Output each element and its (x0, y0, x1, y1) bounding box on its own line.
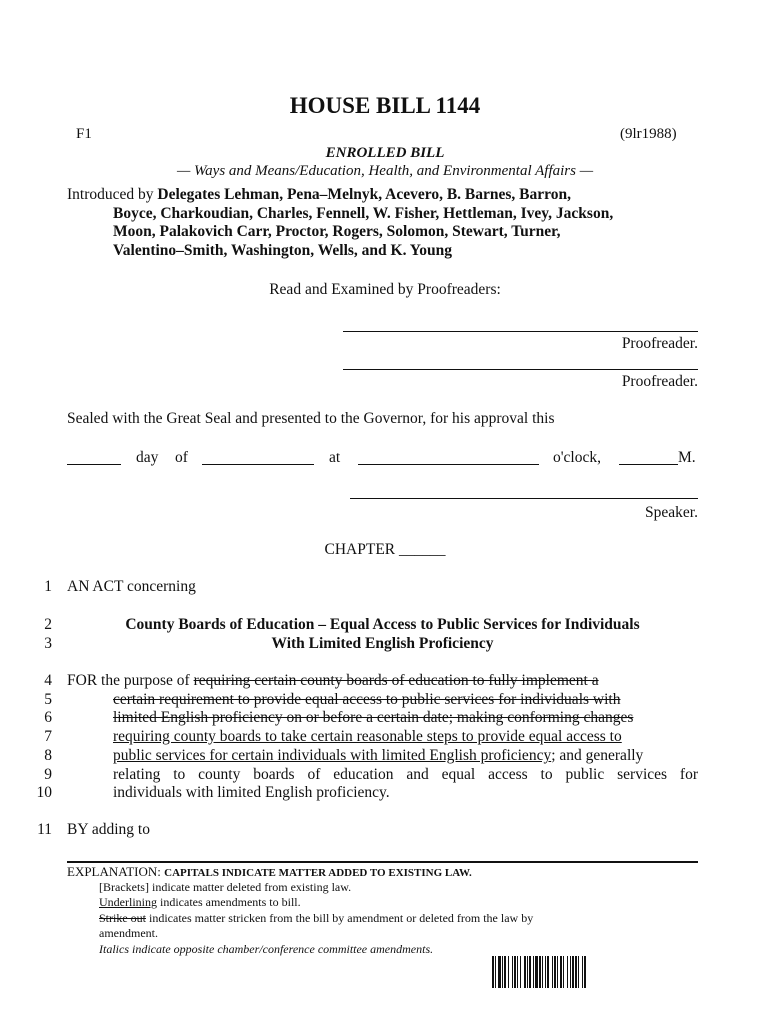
sponsors-block (67, 186, 698, 260)
barcode-bar (533, 956, 534, 988)
strike-note-cont: amendment. (99, 926, 158, 940)
blank-time (358, 464, 539, 465)
bill-subject-line-2: With Limited English Proficiency (271, 635, 494, 652)
brackets-note (99, 880, 351, 895)
strike-note (99, 911, 533, 926)
sponsors-line-1: Delegates Lehman, Pena–Melnyk, Acevero, B. Barnes, Barron, (157, 186, 571, 203)
italics-note: Italics indicate opposite chamber/conference committee amendments. (99, 942, 434, 956)
blank-ampm (619, 464, 678, 465)
line-number: 3 (44, 635, 52, 652)
barcode-bar (578, 956, 579, 988)
barcode-bar (504, 956, 506, 988)
day-word: day (136, 449, 159, 466)
barcode-bar (572, 956, 574, 988)
sponsors-line-2: Boyce, Charkoudian, Charles, Fennell, W. Fisher, Hettleman, Ivey, Jackson, (113, 204, 614, 222)
bill-title: HOUSE BILL 1144 (289, 93, 481, 118)
sealed-text: Sealed with the Great Seal and presented to the Governor, for his approval this (67, 410, 555, 427)
amended-text: public services for certain individuals with limited English proficiency (113, 747, 552, 764)
proofreader-label-1: Proofreader. (621, 335, 698, 352)
chapter-label: CHAPTER ______ (324, 541, 446, 558)
explanation-heading (67, 864, 472, 880)
barcode-bar (520, 956, 521, 988)
barcode-bar (542, 956, 543, 988)
purpose-line-8 (113, 747, 698, 765)
proofreaders-heading: Read and Examined by Proofreaders: (269, 281, 501, 298)
brackets-desc: indicate matter deleted from existing law. (148, 880, 352, 894)
act-concerning: AN ACT concerning (67, 578, 196, 595)
oclock-word: o'clock, (553, 449, 601, 466)
blank-month (202, 464, 314, 465)
purpose-text: relating to county boards of education and equal access to public services for (113, 766, 698, 783)
barcode-bar (547, 956, 549, 988)
sponsors-line-4: Valentino–Smith, Washington, Wells, and K. Young (113, 241, 452, 259)
barcode-bar (508, 956, 509, 988)
barcode-bar (535, 956, 538, 988)
purpose-text: individuals with limited English proficiency. (113, 784, 390, 801)
brackets-word: [Brackets] (99, 880, 149, 894)
barcode (492, 956, 678, 988)
barcode-bar (560, 956, 562, 988)
line-number: 5 (44, 691, 52, 708)
barcode-bar (512, 956, 513, 988)
m-word: M. (678, 449, 696, 466)
by-adding-to: BY adding to (67, 821, 150, 838)
proofreader-label-2: Proofreader. (621, 373, 698, 390)
barcode-bar (502, 956, 503, 988)
bill-subject-line-1: County Boards of Education – Equal Access to Public Services for Individuals (125, 616, 640, 633)
barcode-bar (517, 956, 518, 988)
barcode-bar (582, 956, 583, 988)
barcode-bar (554, 956, 556, 988)
stricken-text: limited English proficiency on or before a certain date; making conforming changes (113, 709, 634, 726)
barcode-bar (545, 956, 546, 988)
line-number: 1 (44, 578, 52, 595)
barcode-bar (575, 956, 577, 988)
line-number: 11 (37, 821, 52, 838)
barcode-bar (539, 956, 541, 988)
for-purpose-lead: FOR the purpose of (67, 672, 194, 689)
line-number: 4 (44, 672, 52, 689)
of-word: of (175, 449, 188, 466)
strike-desc: indicates matter stricken from the bill by amendment or deleted from the law by (146, 911, 534, 925)
capitals-note: CAPITALS INDICATE MATTER ADDED TO EXISTING LAW. (164, 867, 472, 879)
barcode-bar (524, 956, 526, 988)
barcode-bar (514, 956, 516, 988)
speaker-signature-line (350, 498, 698, 499)
line-number: 7 (44, 728, 52, 745)
at-word: at (329, 449, 341, 466)
barcode-bar (557, 956, 558, 988)
blank-day (67, 464, 121, 465)
signature-line-2 (343, 369, 698, 370)
barcode-bar (567, 956, 568, 988)
purpose-line-4 (67, 672, 698, 690)
intro-lead: Introduced by (67, 186, 158, 203)
stricken-text: requiring certain county boards of education to fully implement a (193, 672, 599, 689)
line-number: 2 (44, 616, 52, 633)
committees: — Ways and Means/Education, Health, and Environmental Affairs — (176, 163, 594, 179)
speaker-label: Speaker. (645, 504, 698, 521)
footer-rule (67, 861, 698, 863)
barcode-bar (563, 956, 564, 988)
line-number: 9 (44, 766, 52, 783)
enrolled-status: ENROLLED BILL (325, 145, 445, 161)
amended-text: requiring county boards to take certain reasonable steps to provide equal access to (113, 728, 622, 745)
right-code: (9lr1988) (620, 126, 677, 142)
signature-line-1 (343, 331, 698, 332)
barcode-bar (527, 956, 528, 988)
strike-word: Strike out (99, 911, 146, 925)
underlining-word: Underlining (99, 895, 157, 909)
purpose-text: ; and generally (551, 747, 644, 764)
underlining-desc: indicates amendments to bill. (157, 895, 301, 909)
explanation-label: EXPLANATION: (67, 864, 165, 879)
line-number: 10 (36, 784, 52, 801)
underlining-note (99, 895, 301, 910)
line-number: 8 (44, 747, 52, 764)
stricken-text: certain requirement to provide equal access to public services for individuals with (113, 691, 621, 708)
left-code: F1 (76, 126, 92, 142)
barcode-bar (570, 956, 571, 988)
barcode-bar (584, 956, 586, 988)
barcode-bar (492, 956, 494, 988)
line-number: 6 (44, 709, 52, 726)
barcode-bar (498, 956, 501, 988)
sponsors-line-3: Moon, Palakovich Carr, Proctor, Rogers, Solomon, Stewart, Turner, (113, 223, 561, 240)
barcode-bar (552, 956, 553, 988)
barcode-bar (495, 956, 496, 988)
barcode-bar (529, 956, 531, 988)
